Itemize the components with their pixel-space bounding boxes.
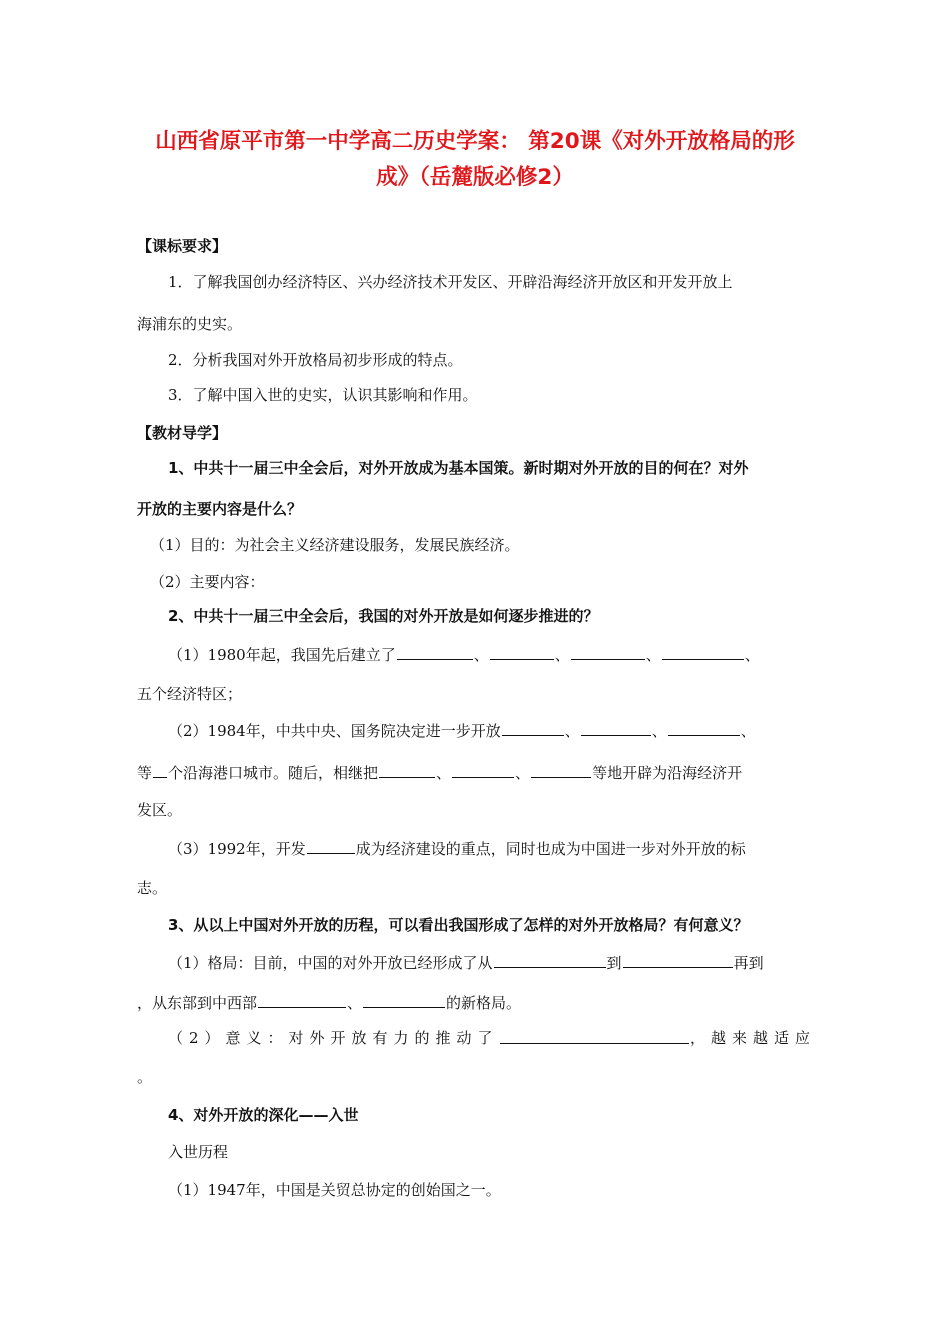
answer-3-1-continued xyxy=(137,992,521,1013)
answer-2-2-continued xyxy=(137,762,742,783)
answer-3-1-text: 的新格局。 xyxy=(446,994,522,1012)
separator: 、 xyxy=(515,764,531,782)
answer-2-2-text: 等 xyxy=(137,764,153,782)
separator: 、 xyxy=(651,722,667,740)
answer-2-3-text: 成为经济建设的重点，同时也成为中国进一步对外开放的标 xyxy=(355,840,746,858)
standard-item-2: 2．分析我国对外开放格局初步形成的特点。 xyxy=(168,351,463,369)
answer-2-3-text: （3）1992年，开发 xyxy=(168,840,306,858)
question-2: 2、中共十一届三中全会后，我国的对外开放是如何逐步推进的？ xyxy=(168,607,599,625)
fill-blank[interactable] xyxy=(531,762,591,778)
section-heading-standards: 【课标要求】 xyxy=(137,237,228,255)
answer-3-1-text: 再到 xyxy=(733,954,764,972)
fill-blank[interactable] xyxy=(500,1028,689,1044)
answer-2-1-text: （1）1980年起，我国先后建立了 xyxy=(168,646,396,664)
question-3: 3、从以上中国对外开放的历程，可以看出我国形成了怎样的对外开放格局？有何意义？ xyxy=(168,916,749,934)
wto-process-heading: 入世历程 xyxy=(168,1143,229,1161)
fill-blank[interactable] xyxy=(494,952,606,968)
fill-blank[interactable] xyxy=(452,762,514,778)
answer-3-2-text: （2）意义：对外开放有力的推动了 xyxy=(168,1029,499,1047)
separator: 、 xyxy=(740,722,756,740)
fill-blank[interactable] xyxy=(363,992,445,1008)
standard-item-1: 1．了解我国创办经济特区、兴办经济技术开发区、开辟沿海经济开放区和开发开放上 xyxy=(168,273,733,291)
answer-2-2-text: 等地开辟为沿海经济开 xyxy=(592,764,743,782)
fill-blank[interactable] xyxy=(581,720,651,736)
fill-blank[interactable] xyxy=(668,720,740,736)
answer-1-purpose: （1）目的：为社会主义经济建设服务，发展民族经济。 xyxy=(150,536,520,554)
document-title-line-2: 成》（岳麓版必修2） xyxy=(376,165,574,190)
standard-item-3: 3．了解中国入世的史实，认识其影响和作用。 xyxy=(168,386,478,404)
fill-blank[interactable] xyxy=(662,644,744,660)
answer-3-1-text: （1）格局：目前，中国的对外开放已经形成了从 xyxy=(168,954,493,972)
answer-2-1 xyxy=(168,644,760,665)
answer-3-2-end: 。 xyxy=(137,1068,153,1086)
fill-blank[interactable] xyxy=(258,992,346,1008)
question-1-continued: 开放的主要内容是什么？ xyxy=(137,500,303,518)
fill-blank[interactable] xyxy=(397,644,473,660)
answer-2-1-continued: 五个经济特区； xyxy=(137,685,243,703)
separator: 、 xyxy=(564,722,580,740)
section-heading-guide: 【教材导学】 xyxy=(137,424,228,442)
answer-3-2-text: ，越来越适应 xyxy=(689,1029,816,1047)
answer-2-2 xyxy=(168,720,756,741)
answer-3-1-text: ，从东部到中西部 xyxy=(137,994,258,1012)
answer-2-2-end: 发区。 xyxy=(137,801,183,819)
question-4: 4、对外开放的深化——入世 xyxy=(168,1106,359,1124)
answer-2-2-text: 个沿海港口城市。随后，相继把 xyxy=(168,764,379,782)
standard-item-1-continued: 海浦东的史实。 xyxy=(137,315,243,333)
separator: 、 xyxy=(554,646,570,664)
fill-blank[interactable] xyxy=(490,644,554,660)
answer-2-3-end: 志。 xyxy=(137,879,168,897)
answer-3-2 xyxy=(168,1028,816,1048)
fill-blank[interactable] xyxy=(379,762,435,778)
answer-3-1-text: 到 xyxy=(606,954,622,972)
fill-blank[interactable] xyxy=(571,644,645,660)
separator: 、 xyxy=(645,646,661,664)
fill-blank[interactable] xyxy=(623,952,733,968)
question-1: 1、中共十一届三中全会后，对外开放成为基本国策。新时期对外开放的目的何在？对外 xyxy=(168,459,749,477)
answer-2-2-text: （2）1984年，中共中央、国务院决定进一步开放 xyxy=(168,722,501,740)
wto-process-item-1: （1）1947年，中国是关贸总协定的创始国之一。 xyxy=(168,1181,501,1199)
fill-blank[interactable] xyxy=(307,838,355,854)
separator: 、 xyxy=(744,646,760,664)
answer-2-3 xyxy=(168,838,746,859)
fill-blank[interactable] xyxy=(153,762,167,778)
answer-1-content: （2）主要内容： xyxy=(150,573,265,591)
fill-blank[interactable] xyxy=(502,720,564,736)
document-title-line-1: 山西省原平市第一中学高二历史学案： 第20课《对外开放格局的形 xyxy=(155,129,795,154)
separator: 、 xyxy=(436,764,452,782)
answer-3-1 xyxy=(168,952,764,973)
separator: 、 xyxy=(347,994,363,1012)
separator: 、 xyxy=(473,646,489,664)
